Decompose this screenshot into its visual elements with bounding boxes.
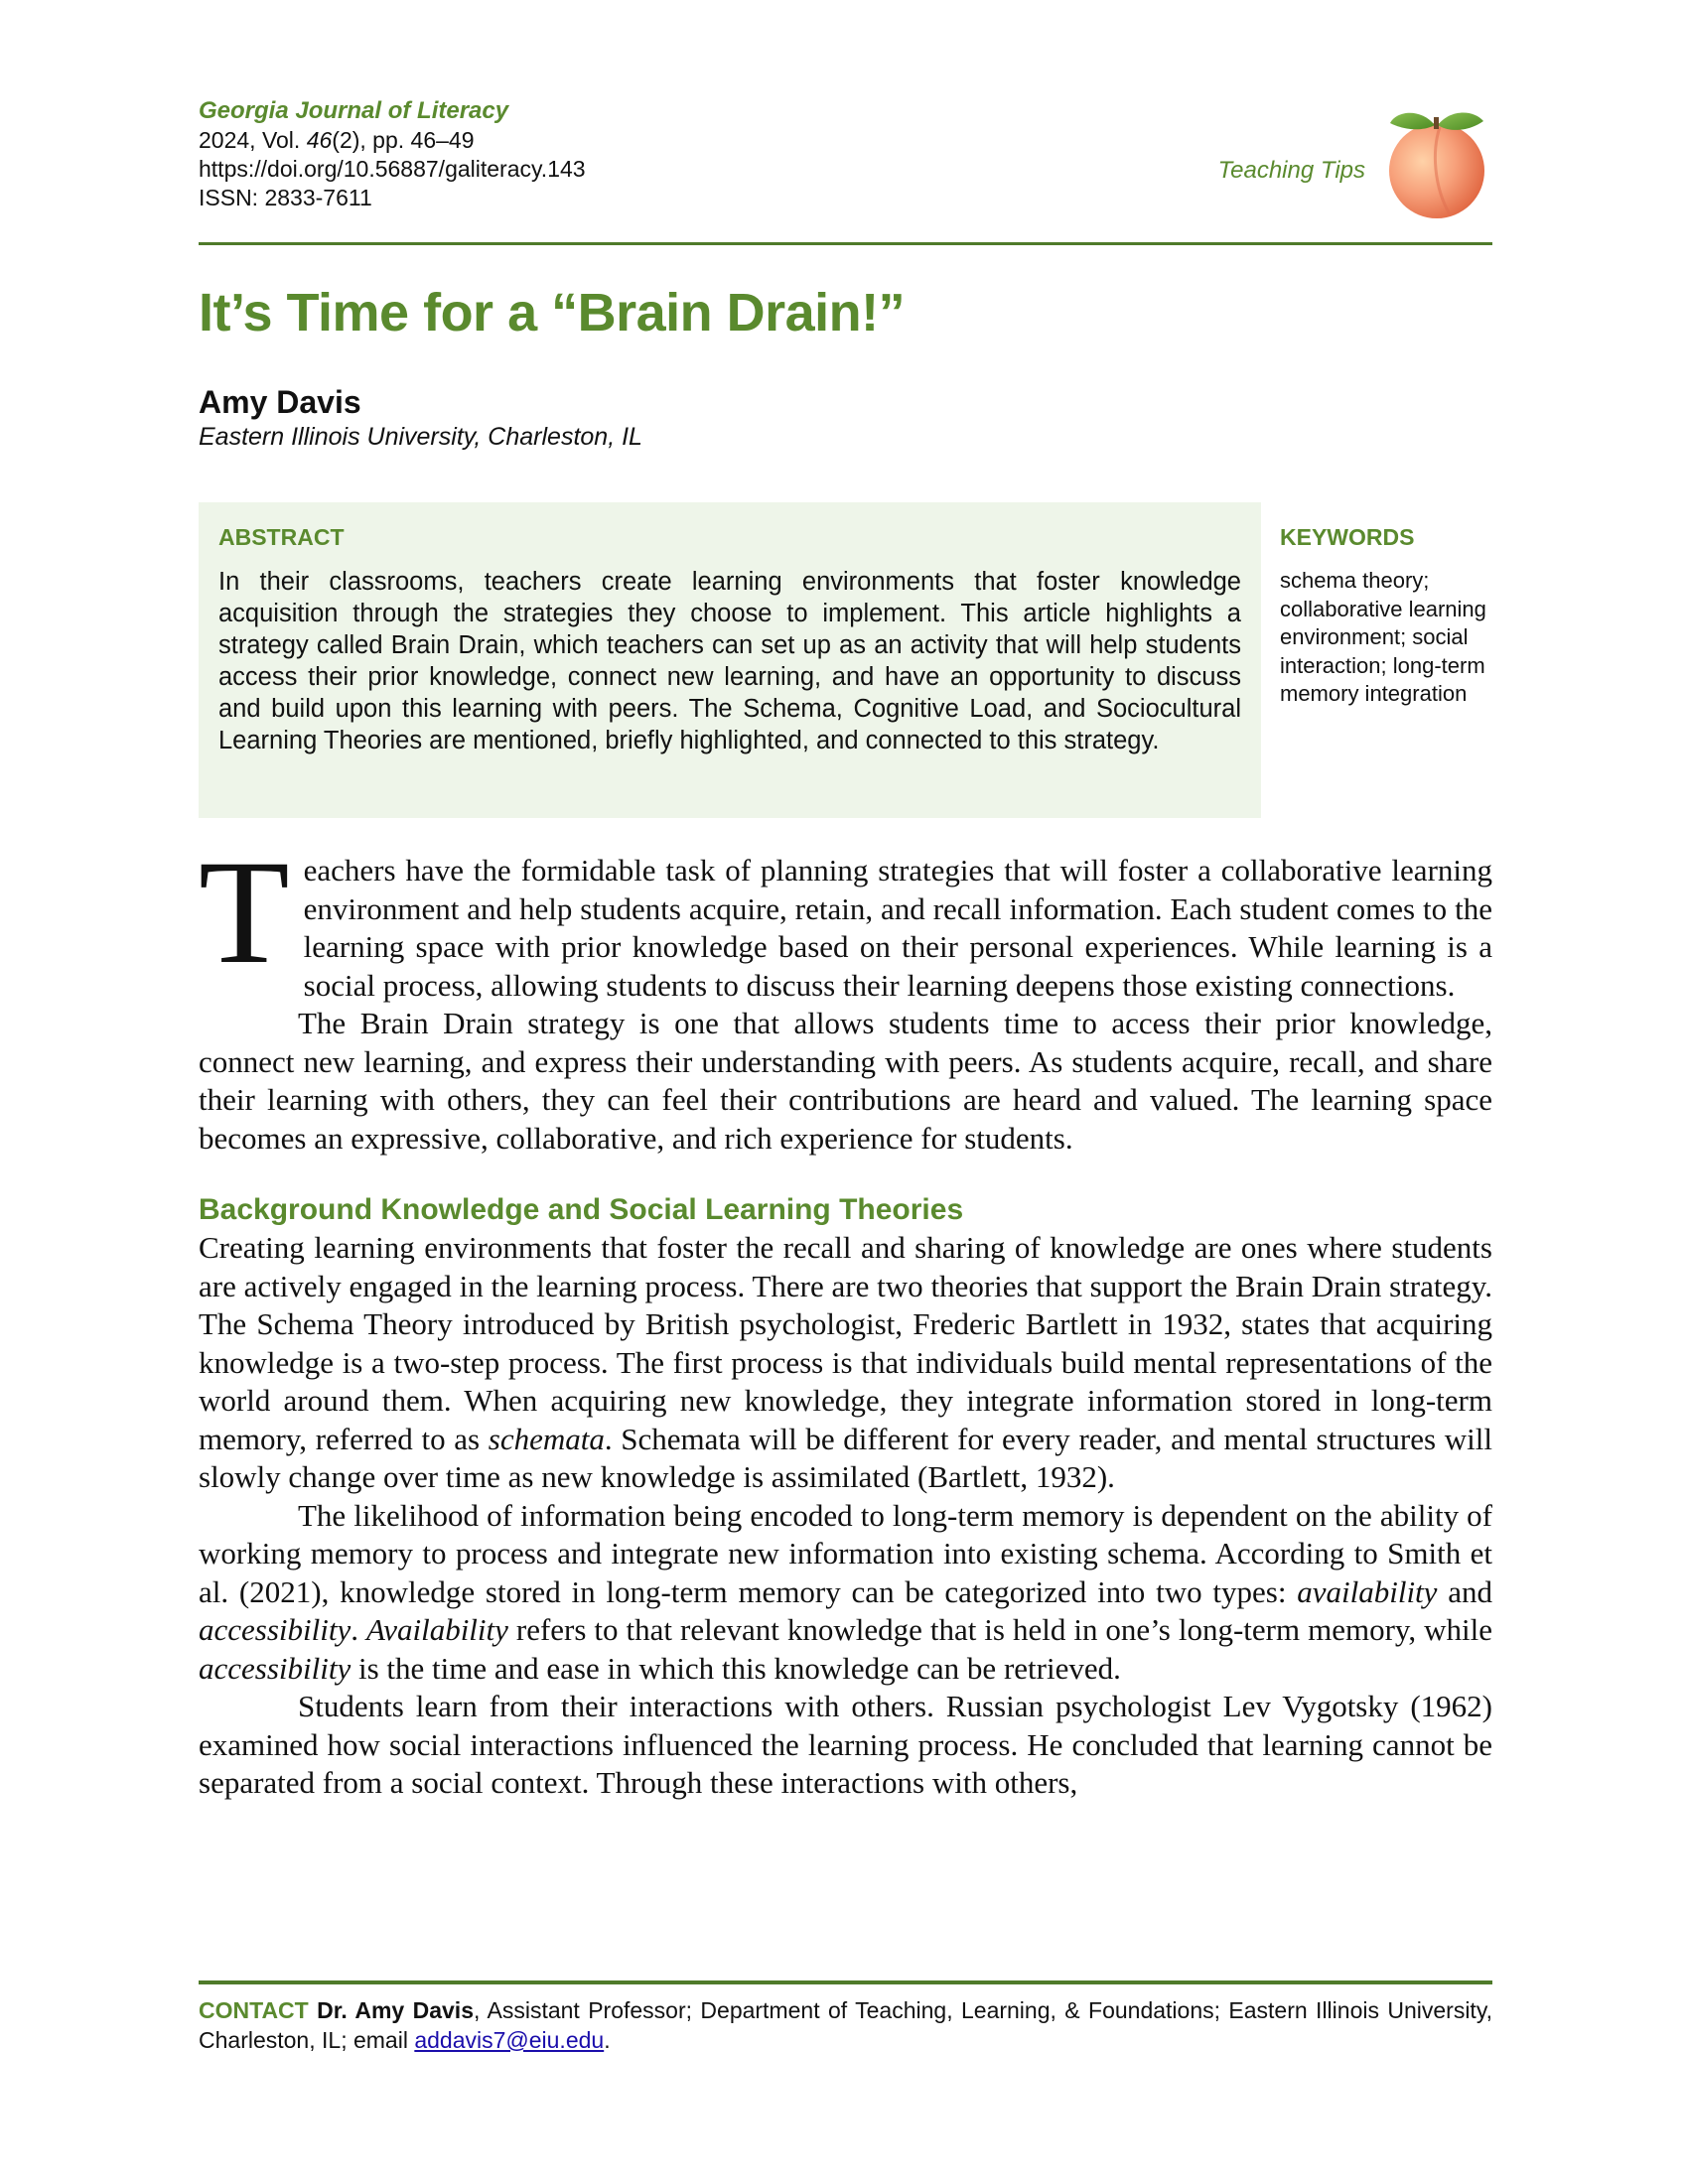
author-name: Amy Davis [199,384,361,420]
year-vol-prefix: 2024, Vol. [199,127,307,153]
article-body [199,830,1492,1803]
footer-rule [199,1980,1492,1984]
keywords-panel [1280,524,1488,709]
contact-footer [199,1995,1492,2055]
paragraph-3-text-b: . Schemata will be different for every reader, and mental structures will slowly change over time as new knowledge is assimilated (Bartlett, 1932). [199,1421,1492,1494]
abstract-label: ABSTRACT [218,524,345,550]
paragraph-2: The Brain Drain strategy is one that allows students time to access their prior knowledge, connect new learning, and express their understanding with peers. As students acquire, recall, and share their learning with others, they can feel their contributions are heard and valued. The learning space becomes an expressive, collaborative, and rich experience for students. [199,1006,1492,1156]
journal-name: Georgia Journal of Literacy [199,97,509,124]
abstract-text: In their classrooms, teachers create learning environments that foster knowledge acquisition through the strategies they choose to implement. This article highlights a strategy called Brain Drain, which teachers can set up as an activity that will help students access their prior knowledge, connect new learning, and have an opportunity to discuss and build upon this learning with peers. The Schema, Cognitive Load, and Sociocultural Learning Theories are mentioned, briefly highlighted, and connected to this strategy. [218,568,1241,754]
abstract-box [199,502,1261,818]
header-rule [199,242,1492,245]
paragraph-4-text-c: . [351,1612,366,1647]
volume-line [199,127,475,154]
paragraph-5: Students learn from their interactions with others. Russian psychologist Lev Vygotsky (1962) examined how social interactions influenced the learning process. He concluded that learning cannot be separated from a social context. Through these interactions with others, [199,1689,1492,1800]
contact-label: CONTACT [199,1997,309,2023]
paragraph-1-text: eachers have the formidable task of planning strategies that will foster a collaborative learning environment and help students acquire, retain, and recall information. Each student comes to the learning space with prior knowledge based on their personal experiences. While learning is a social process, allowing students to discuss their learning deepens those existing connections. [303,853,1492,1003]
term-availability-2: Availability [365,1612,508,1647]
paragraph-3 [199,1229,1492,1497]
paragraph-4 [199,1497,1492,1689]
issn-line: ISSN: 2833-7611 [199,185,372,210]
article-title: It’s Time for a “Brain Drain!” [199,283,906,342]
paragraph-3-text-a: Creating learning environments that foster the recall and sharing of knowledge are ones where students are actively engaged in the learning process. There are two theories that support the Brain Drain strategy. The Schema Theory introduced by British psychologist, Frederic Bartlett in 1932, states that acquiring knowledge is a two-step process. The first process is that individuals build mental representations of the world around them. When acquiring new knowledge, they integrate information stored in long-term memory, referred to as [199,1230,1492,1456]
contact-details: , Assistant Professor; Department of Teaching, Learning, & Foundations; Eastern Illinois University, Charleston, IL; email [199,1997,1493,2053]
term-accessibility: accessibility [199,1612,352,1647]
section-heading: Background Knowledge and Social Learning Theories [199,1193,964,1226]
author-affiliation: Eastern Illinois University, Charleston, IL [199,423,642,451]
paragraph-4-text-b: and [1437,1573,1492,1609]
contact-end: . [604,2027,611,2053]
term-schemata: schemata [488,1421,605,1456]
doi-line: https://doi.org/10.56887/galiteracy.143 [199,156,586,182]
contact-name: Dr. Amy Davis [317,1997,474,2023]
journal-header [199,97,1489,236]
paragraph-4-text-e: is the time and ease in which this knowledge can be retrieved. [351,1650,1121,1686]
volume-number: 46 [306,127,333,153]
paragraph-4-text-a: The likelihood of information being encoded to long-term memory is dependent on the ability of working memory to process and integrate new information into existing schema. According to Smith et al. (2021), knowledge stored in long-term memory can be categorized into two types: [199,1497,1492,1609]
term-availability: availability [1297,1573,1438,1609]
term-accessibility-2: accessibility [199,1650,352,1686]
keywords-text: schema theory; collaborative learning environment; social interaction; long-term memory integration [1280,568,1486,706]
paragraph-4-text-d: refers to that relevant knowledge that is held in one’s long-term memory, while [507,1612,1492,1647]
keywords-label: KEYWORDS [1280,524,1415,550]
issue-pages: (2), pp. 46–49 [332,127,475,153]
paragraph-1 [199,830,1492,1005]
peach-icon [1380,103,1493,220]
drop-cap: T [199,830,290,995]
section-tag: Teaching Tips [1217,157,1365,184]
contact-email-link[interactable]: addavis7@eiu.edu [414,2027,605,2053]
